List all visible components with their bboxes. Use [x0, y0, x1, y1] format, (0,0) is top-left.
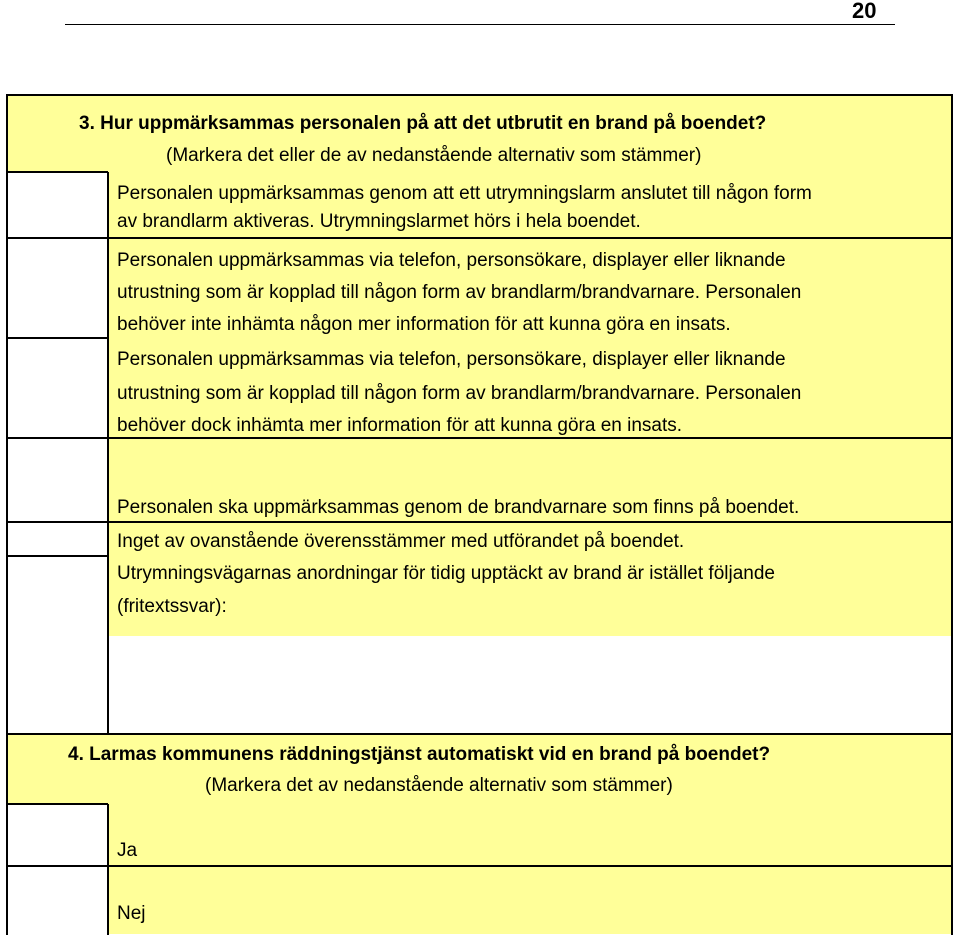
q3-row-line-5 — [6, 555, 108, 557]
q3-row-line-1 — [6, 237, 953, 239]
q4-option-nej: Nej — [117, 903, 146, 924]
q3-option-1-line-2: av brandlarm aktiveras. Utrymningslarmet hörs i hela boendet. — [117, 211, 641, 232]
page-number: 20 — [852, 0, 877, 23]
q3-q4-separator — [6, 733, 953, 735]
q3-checkbox-4[interactable] — [8, 438, 108, 522]
q3-option-5: Inget av ovanstående överensstämmer med utförandet på boendet. — [117, 531, 685, 552]
q4-title: 4. Larmas kommunens räddningstjänst automatiskt vid en brand på boendet? — [68, 744, 771, 765]
q3-free-text-area[interactable] — [108, 636, 952, 734]
header-rule — [65, 24, 895, 25]
q3-row-line-2 — [6, 337, 108, 339]
outer-right-border — [951, 94, 953, 935]
q3-option-3-line-2: utrustning som är kopplad till någon form av brandlarm/brandvarnare. Personalen — [117, 383, 802, 404]
q3-option-3-line-3: behöver dock inhämta mer information för att kunna göra en insats. — [117, 415, 683, 436]
q3-option-2-line-2: utrustning som är kopplad till någon form av brandlarm/brandvarnare. Personalen — [117, 282, 802, 303]
q3-row-line-4 — [6, 521, 953, 523]
q3-option-4: Personalen ska uppmärksammas genom de brandvarnare som finns på boendet. — [117, 497, 800, 518]
q4-checkbox-nej[interactable] — [8, 866, 108, 935]
q3-checkbox-5[interactable] — [8, 522, 108, 556]
q3-column-divider — [107, 172, 109, 734]
q3-checkbox-1[interactable] — [8, 172, 108, 238]
q3-checkbox-3[interactable] — [8, 338, 108, 438]
q3-option-1-line-1: Personalen uppmärksammas genom att ett utrymningslarm anslutet till någon form — [117, 183, 812, 204]
q3-row-line-0 — [6, 171, 108, 173]
outer-top-border — [6, 94, 953, 96]
outer-left-border — [6, 94, 8, 935]
q3-checkbox-6[interactable] — [8, 556, 108, 734]
q4-row-line-0 — [6, 803, 108, 805]
q3-option-2-line-3: behöver inte inhämta någon mer information för att kunna göra en insats. — [117, 314, 731, 335]
q4-row-line-1 — [6, 865, 953, 867]
q4-column-divider — [107, 804, 109, 935]
q3-title: 3. Hur uppmärksammas personalen på att det utbrutit en brand på boendet? — [79, 113, 767, 134]
q4-instruction: (Markera det av nedanstående alternativ som stämmer) — [205, 775, 673, 796]
q3-option-2-line-1: Personalen uppmärksammas via telefon, personsökare, displayer eller liknande — [117, 250, 786, 271]
q4-option-ja: Ja — [117, 840, 138, 861]
q3-option-6-line-1: Utrymningsvägarnas anordningar för tidig upptäckt av brand är istället följande — [117, 563, 775, 584]
q3-option-3-line-1: Personalen uppmärksammas via telefon, personsökare, displayer eller liknande — [117, 349, 786, 370]
q3-option-6-line-2: (fritextssvar): — [117, 596, 227, 617]
q3-checkbox-2[interactable] — [8, 238, 108, 338]
q3-instruction: (Markera det eller de av nedanstående alternativ som stämmer) — [166, 145, 702, 166]
q3-row-line-3 — [6, 437, 953, 439]
q4-checkbox-ja[interactable] — [8, 804, 108, 866]
